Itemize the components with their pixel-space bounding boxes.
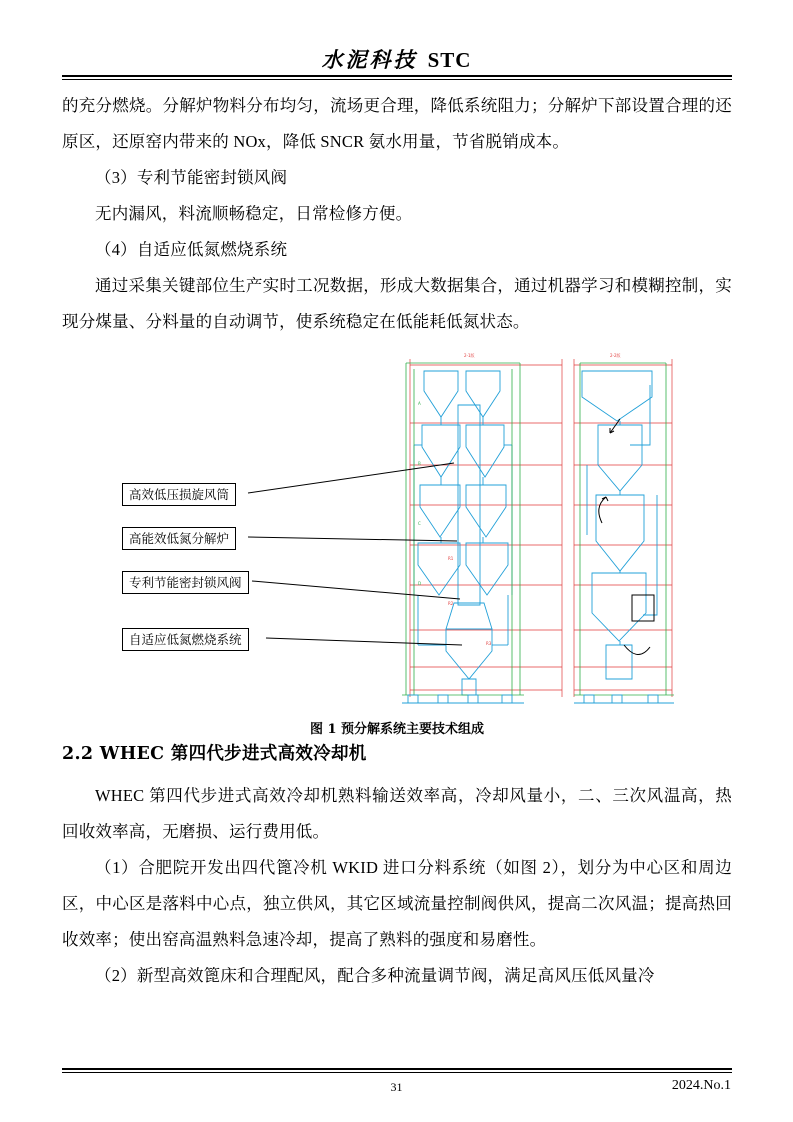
section-heading: 2.2 WHEC 第四代步进式高效冷却机	[62, 744, 367, 764]
callout-calciner: 高能效低氮分解炉	[122, 527, 236, 550]
svg-text:R1: R1	[448, 556, 454, 561]
svg-text:B: B	[418, 461, 421, 466]
callout-cyclone: 高效低压损旋风筒	[122, 483, 236, 506]
body-text-lower	[62, 778, 732, 994]
page-header	[0, 44, 793, 74]
paragraph-8: （2）新型高效篦床和合理配风，配合多种流量调节阀，满足高风压低风量冷	[95, 966, 655, 985]
journal-abbr: STC	[427, 48, 472, 72]
svg-text:A: A	[418, 401, 421, 406]
footer-rule-thin	[62, 1072, 732, 1073]
paragraph-7: （1）合肥院开发出四代篦冷机 WKID 进口分料系统（如图 2），划分为中心区和周边区，中心区是落料中心点，独立供风，其它区域流量控制阀供风，提高二次风温；提高热回收效率；使出窑高温熟料急速冷却，提高了熟料的强度和易磨性。	[62, 858, 732, 949]
svg-text:R3: R3	[486, 641, 492, 646]
body-text-upper	[62, 88, 732, 340]
svg-text:D: D	[418, 581, 422, 586]
paragraph-5: 通过采集关键部位生产实时工况数据，形成大数据集合，通过机器学习和模糊控制，实现分煤量、分料量的自动调节，使系统稳定在低能耗低氮状态。	[62, 276, 732, 331]
paragraph-1: 的充分燃烧。分解炉物料分布均匀，流场更合理，降低系统阻力；分解炉下部设置合理的还原区，还原窑内带来的 NOx，降低 SNCR 氨水用量，节省脱销成本。	[62, 96, 732, 151]
svg-text:R2: R2	[448, 601, 454, 606]
svg-text:C: C	[418, 521, 421, 526]
figure-1-technical-drawing	[62, 345, 732, 715]
callout-combustion-system: 自适应低氮燃烧系统	[122, 628, 249, 651]
paragraph-4: （4）自适应低氮燃烧系统	[95, 240, 288, 259]
issue-label: 2024.No.1	[671, 1078, 731, 1093]
page-number: 31	[390, 1080, 403, 1094]
svg-text:2-1版: 2-1版	[464, 353, 475, 358]
paragraph-3: 无内漏风，料流顺畅稳定，日常检修方便。	[95, 204, 413, 223]
paragraph-2: （3）专利节能密封锁风阀	[95, 168, 288, 187]
header-rule-thick	[62, 75, 732, 77]
paragraph-6: WHEC 第四代步进式高效冷却机熟料输送效率高，冷却风量小，二、三次风温高，热回收效率高，无磨损、运行费用低。	[62, 786, 732, 841]
svg-text:2-2版: 2-2版	[610, 353, 621, 358]
header-rule-thin	[62, 79, 732, 80]
figure-caption: 图 1 预分解系统主要技术组成	[309, 722, 485, 737]
footer-rule-thick	[62, 1068, 732, 1070]
journal-title-cn: 水泥科技	[321, 47, 418, 72]
callout-airlock-valve: 专利节能密封锁风阀	[122, 571, 249, 594]
